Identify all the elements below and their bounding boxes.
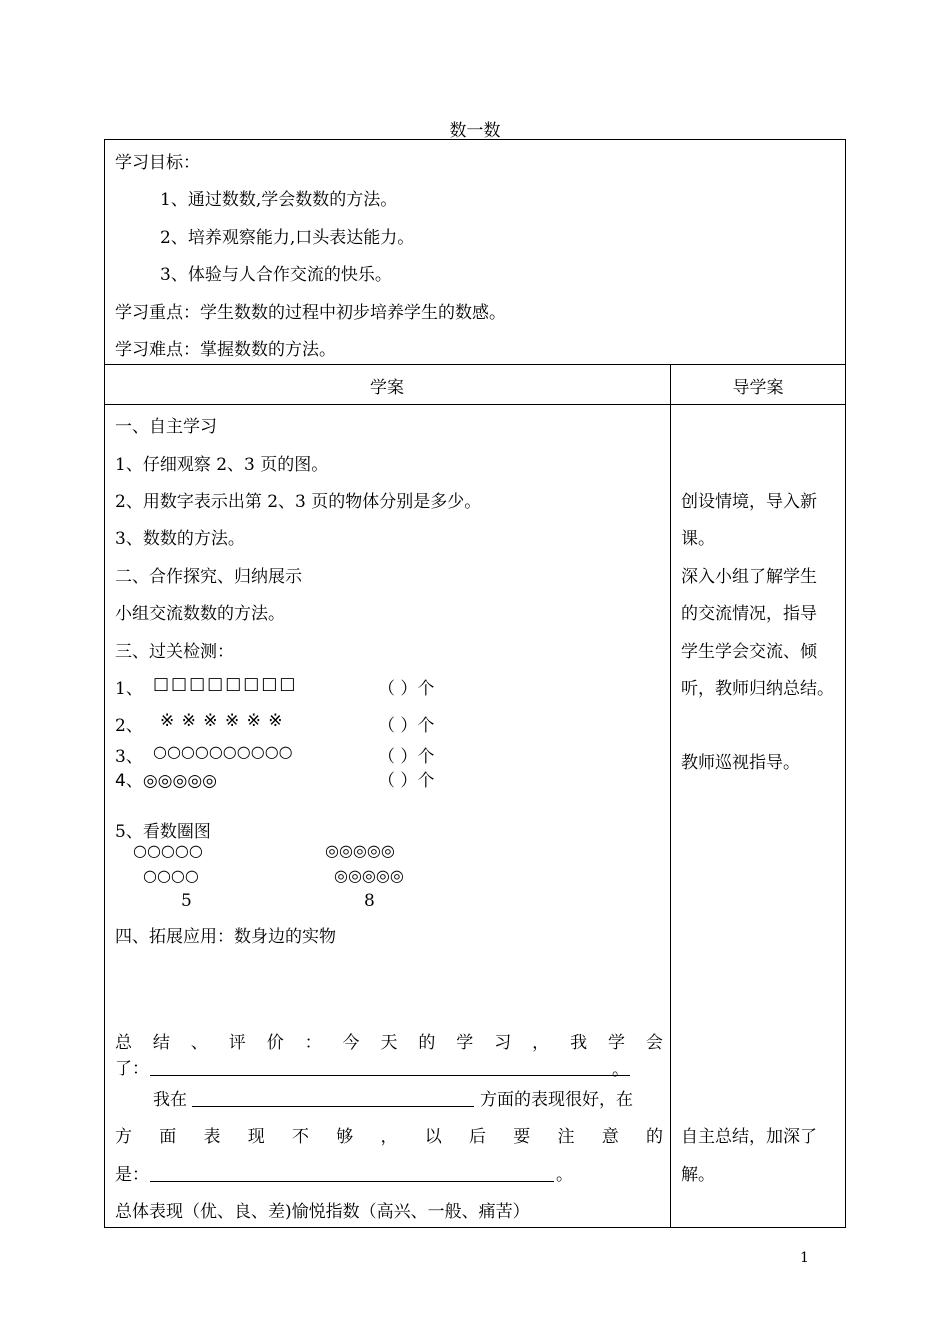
attention-period: 。 xyxy=(556,1165,573,1185)
column-header-right: 导学案 xyxy=(732,378,784,398)
spaced-char: 价 xyxy=(266,1033,284,1053)
spaced-char: 方 xyxy=(115,1127,132,1147)
double-circle-group: ◎◎◎◎◎ xyxy=(325,841,395,860)
spaced-char: 结 xyxy=(152,1033,170,1053)
guide-note: 的交流情况，指导 xyxy=(681,604,817,624)
spaced-char: 现 xyxy=(247,1127,265,1147)
list-item: 3、数数的方法。 xyxy=(115,529,245,549)
good-label: 我在 xyxy=(153,1090,187,1110)
spaced-char: ： xyxy=(304,1033,322,1053)
answer-blank: （ ）个 xyxy=(378,747,435,767)
spaced-char: 的 xyxy=(418,1033,436,1053)
good-suffix: 方面的表现很好，在 xyxy=(480,1090,633,1110)
exercise-number: 2、 xyxy=(115,716,143,736)
section-heading: 三、过关检测： xyxy=(115,642,234,662)
spaced-char: 我 xyxy=(570,1033,588,1053)
exercise-number: 3、 xyxy=(115,747,143,767)
spaced-char: 学 xyxy=(607,1033,625,1053)
objective-item: 2、培养观察能力,口头表达能力。 xyxy=(160,228,415,248)
spaced-char: 要 xyxy=(513,1127,531,1147)
objective-item: 1、通过数数,学会数数的方法。 xyxy=(160,190,398,210)
divider xyxy=(104,364,846,365)
answer-blank: （ ）个 xyxy=(378,679,435,699)
double-circle-count: 8 xyxy=(364,891,375,911)
guide-note: 创设情境，导入新 xyxy=(681,492,817,512)
column-header-left: 学案 xyxy=(370,378,404,398)
double-circle-group: ◎◎◎◎◎ xyxy=(334,866,404,885)
spaced-char: 学 xyxy=(456,1033,474,1053)
spaced-char: ， xyxy=(532,1033,550,1053)
spaced-char: 够 xyxy=(336,1127,354,1147)
section-heading: 一、自主学习 xyxy=(115,417,217,437)
spaced-char: 意 xyxy=(601,1127,619,1147)
spaced-char: 面 xyxy=(159,1127,177,1147)
circle-group: ○○○○○ xyxy=(133,841,203,860)
answer-blank: （ ）个 xyxy=(378,771,435,791)
list-item: 小组交流数数的方法。 xyxy=(115,604,285,624)
summary-blank xyxy=(150,1055,630,1076)
guide-note: 课。 xyxy=(681,529,715,549)
spaced-char: 注 xyxy=(557,1127,575,1147)
exercise-heading: 5、看数圈图 xyxy=(115,822,211,842)
spaced-char: 以 xyxy=(424,1127,442,1147)
spaced-char: 、 xyxy=(190,1033,208,1053)
spaced-char: 的 xyxy=(646,1127,663,1147)
spaced-char: 今 xyxy=(342,1033,360,1053)
spaced-char: 习 xyxy=(494,1033,512,1053)
guide-note: 深入小组了解学生 xyxy=(681,567,817,587)
exercise-number: 1、 xyxy=(115,679,143,699)
objective-item: 3、体验与人合作交流的快乐。 xyxy=(160,265,392,285)
answer-blank: （ ）个 xyxy=(378,716,435,736)
guide-note: 听，教师归纳总结。 xyxy=(681,679,834,699)
key-point: 学习重点：学生数数的过程中初步培养学生的数感。 xyxy=(115,303,506,323)
summary-line xyxy=(115,1028,663,1053)
good-blank xyxy=(192,1086,474,1107)
spaced-char: 后 xyxy=(469,1127,486,1147)
spaced-char: 不 xyxy=(292,1127,309,1147)
attention-blank xyxy=(150,1161,554,1182)
spaced-char: 总 xyxy=(115,1033,132,1053)
spaced-char: ， xyxy=(380,1127,398,1147)
overall-rating: 总体表现（优、良、差)愉悦指数（高兴、一般、痛苦） xyxy=(115,1202,530,1222)
difficulty: 学习难点：掌握数数的方法。 xyxy=(115,340,336,360)
star-symbols: ※ ※ ※ ※ ※ ※ xyxy=(160,711,284,731)
spaced-char: 会 xyxy=(645,1033,663,1053)
summary-period: 。 xyxy=(612,1060,629,1080)
page-number: 1 xyxy=(800,1250,809,1266)
square-symbols: □□□□□□□□ xyxy=(153,674,298,694)
page-title: 数一数 xyxy=(449,121,501,141)
list-item: 1、仔细观察 2、3 页的图。 xyxy=(115,455,329,475)
spaced-char: 天 xyxy=(380,1033,398,1053)
circle-group: ○○○○ xyxy=(143,866,199,885)
circle-count: 5 xyxy=(181,891,192,911)
objectives-heading: 学习目标： xyxy=(115,153,200,173)
summary-end-label: 了： xyxy=(115,1059,149,1079)
column-divider xyxy=(670,364,671,1228)
lacking-line xyxy=(115,1122,663,1147)
spaced-char: 表 xyxy=(203,1127,221,1147)
guide-note: 学生学会交流、倾 xyxy=(681,642,817,662)
guide-note: 教师巡视指导。 xyxy=(681,753,800,773)
spaced-char: 评 xyxy=(228,1033,246,1053)
divider xyxy=(104,404,846,405)
guide-note: 自主总结，加深了 xyxy=(681,1127,817,1147)
is-label: 是： xyxy=(115,1165,149,1185)
double-circle-symbols: 4、◎◎◎◎◎ xyxy=(115,771,217,791)
guide-note: 解。 xyxy=(681,1165,715,1185)
section-heading: 四、拓展应用：数身边的实物 xyxy=(115,927,336,947)
list-item: 2、用数字表示出第 2、3 页的物体分别是多少。 xyxy=(115,492,482,512)
section-heading: 二、合作探究、归纳展示 xyxy=(115,567,302,587)
circle-symbols: ○○○○○○○○○○ xyxy=(153,742,293,761)
